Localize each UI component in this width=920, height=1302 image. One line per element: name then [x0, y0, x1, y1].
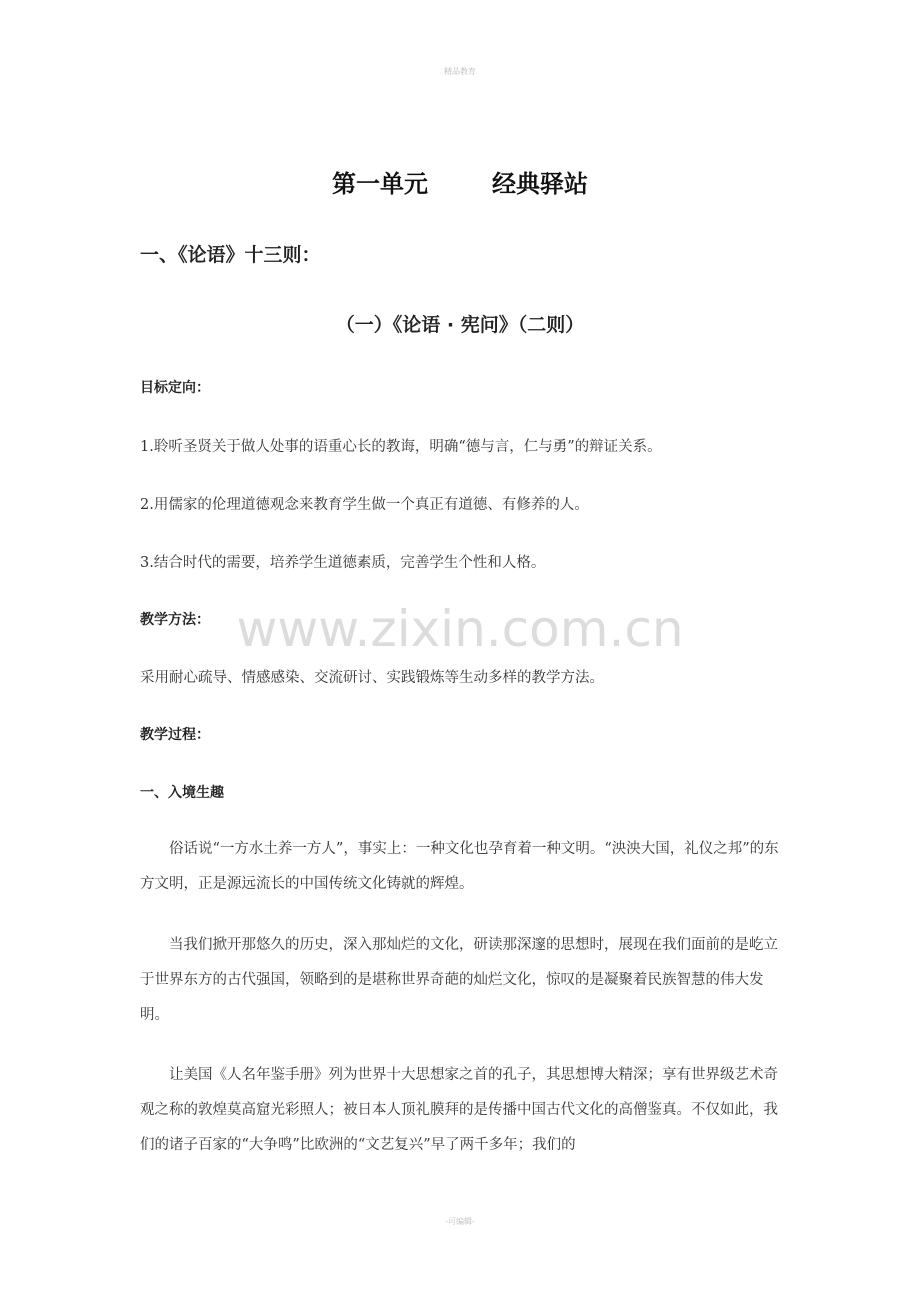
watermark: www.zixin.com.cn — [236, 600, 684, 658]
objective-item: 2.用儒家的伦理道德观念来教育学生做一个真正有道德、有修养的人。 — [140, 497, 589, 513]
section-title: 一、《论语》十三则： — [140, 244, 321, 266]
objective-item: 1.聆听圣贤关于做人处事的语重心长的教诲，明确“德与言，仁与勇”的辩证关系。 — [140, 439, 662, 455]
unit-title-part1: 第一单元 — [332, 170, 428, 198]
unit-title — [0, 164, 920, 199]
sub-title: （一）《论语 · 宪问》（二则） — [335, 314, 585, 336]
objective-item: 3.结合时代的需要，培养学生道德素质，完善学生个性和人格。 — [140, 555, 546, 571]
process-label: 教学过程： — [140, 727, 210, 743]
paragraph: 让美国《人名年鉴手册》列为世界十大思想家之首的孔子，其思想博大精深；享有世界级艺术奇观之称的敦煌莫高窟光彩照人；被日本人顶礼膜拜的是传播中国古代文化的高僧鉴真。不仅如此，我们的诸子百家的“大争鸣”比欧洲的“文艺复兴”早了两千多年；我们的 — [140, 1067, 778, 1153]
objectives-label: 目标定向： — [140, 380, 210, 396]
paragraph: 当我们掀开那悠久的历史，深入那灿烂的文化，研读那深邃的思想时，展现在我们面前的是屹立于世界东方的古代强国，领略到的是堪称世界奇葩的灿烂文化，惊叹的是凝聚着民族智慧的伟大发明。 — [140, 937, 778, 1023]
methods-text: 采用耐心疏导、情感感染、交流研讨、实践锻炼等生动多样的教学方法。 — [140, 670, 604, 686]
footer-mark: -可编辑- — [445, 1217, 475, 1226]
header-mark: 精品教育 — [444, 67, 476, 76]
paragraph: 俗话说“一方水土养一方人”，事实上：一种文化也孕育着一种文明。“泱泱大国，礼仪之邦”的东方文明，正是源远流长的中国传统文化铸就的辉煌。 — [140, 841, 779, 892]
methods-label: 教学方法： — [140, 612, 210, 628]
unit-title-part2: 经典驿站 — [492, 170, 588, 198]
step-heading: 一、入境生趣 — [140, 785, 224, 801]
